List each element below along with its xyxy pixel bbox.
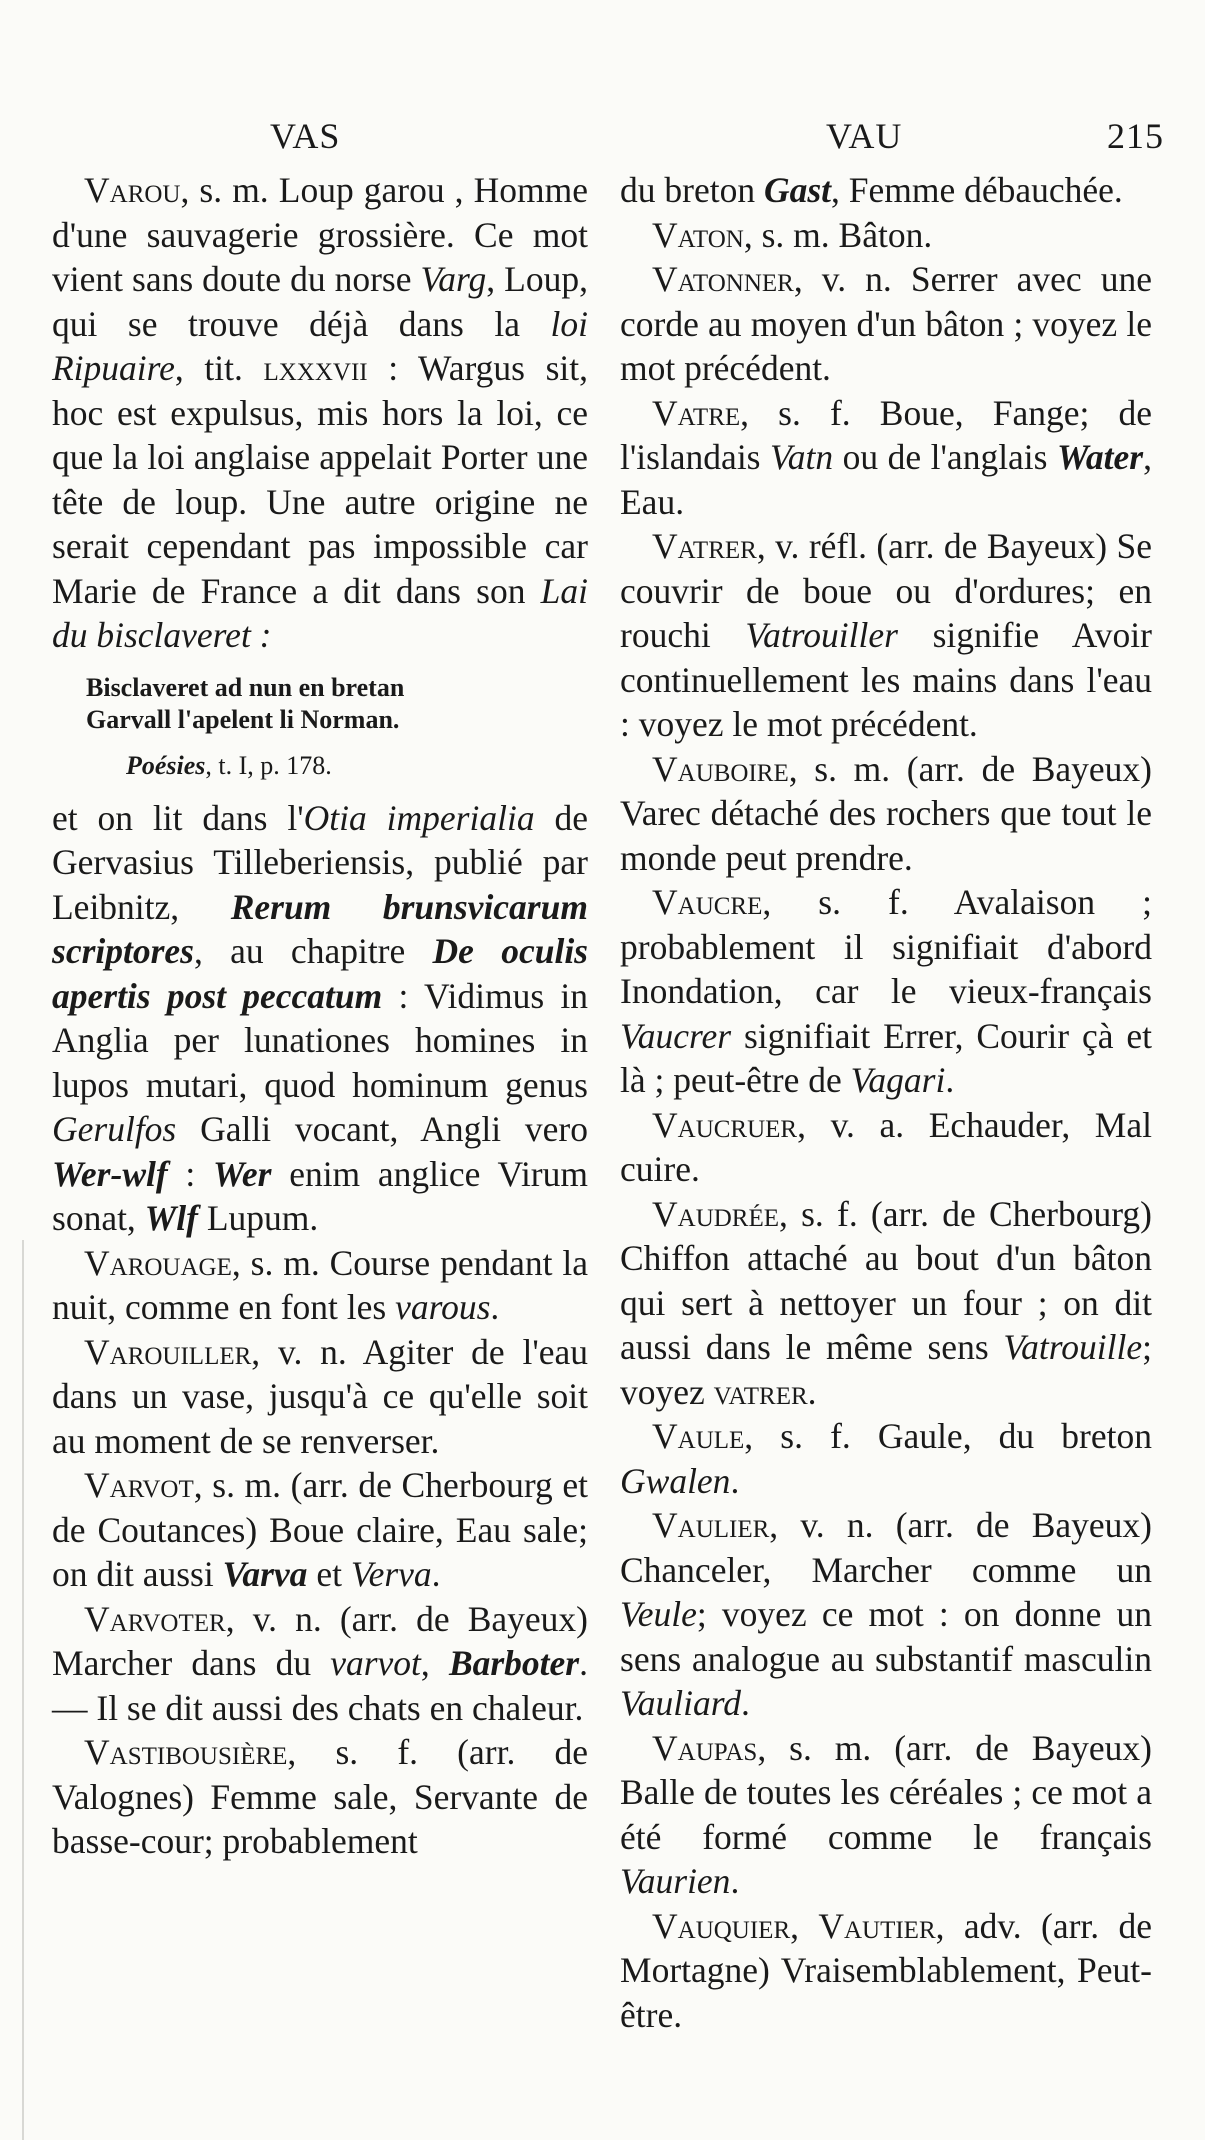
headword: Vaton (652, 214, 744, 255)
headword: Vauquier (652, 1905, 791, 1946)
entry-vauboire: Vauboire, s. m. (arr. de Bayeux) Varec détaché des rochers que tout le monde peut prendre. (620, 748, 1152, 878)
entry-varou-continuation: et on lit dans l'Otia imperialia de Gervasius Tilleberiensis, publié par Leibnitz, Rerum brunsvicarum scriptores, au chapitre De oculis apertis post peccatum : Vidimus in Anglia per lunationes homines in lupos mutari, quod hominum genus Gerulfos Galli vocant, Angli vero Wer-wlf : Wer enim anglice Virum sonat, Wlf Lupum. (52, 797, 589, 1238)
headword: Vaule (652, 1416, 745, 1456)
right-column (620, 168, 1152, 2037)
headword: Varou (84, 170, 181, 210)
entry-vastibousiere-continuation: du breton Gast, Femme débauchée. (620, 170, 1123, 210)
headword: Vatrer (652, 526, 757, 566)
headword: Vautier (818, 1905, 936, 1946)
entry-vatrer: Vatrer, v. réfl. (arr. de Bayeux) Se couvrir de boue ou d'ordures; en rouchi Vatrouiller signifie Avoir continuellement les mains dans l'eau : voyez le mot précédent. (620, 526, 1152, 744)
entry-vaupas: Vaupas, s. m. (arr. de Bayeux) Balle de toutes les céréales ; ce mot a été formé comme le français Vaurien. (620, 1727, 1152, 1901)
entry-varouage: Varouage, s. m. Course pendant la nuit, comme en font les varous. (52, 1242, 588, 1327)
entry-vaucruer: Vaucruer, v. a. Echauder, Mal cuire. (620, 1104, 1152, 1189)
entry-vatre: Vatre, s. f. Boue, Fange; de l'islandais Vatn ou de l'anglais Water, Eau. (620, 392, 1152, 522)
headword: Varouage (84, 1242, 232, 1283)
headword: Vatre (652, 392, 741, 433)
entry-varou: Varou, s. m. Loup garou , Homme d'une sauvagerie grossière. Ce mot vient sans doute du norse Varg, Loup, qui se trouve déjà dans la loi Ripuaire, tit. lxxxvii : Wargus sit, hoc est expulsus, mis hors la loi, ce que la loi anglaise appelait Porter une tête de loup. Une autre origine ne serait cependant pas impossible car Marie de France a dit dans son Lai du bisclaveret : (52, 170, 588, 655)
quote-source: Poésies, t. I, p. 178. (126, 750, 332, 780)
headword: Varvoter (84, 1598, 226, 1639)
headword: Vauboire (652, 748, 789, 789)
headword: Vaudrée (652, 1193, 780, 1234)
entry-vastibousiere: Vastibousière, s. f. (arr. de Valognes) Femme sale, Servante de basse-cour; probablement (52, 1732, 588, 1861)
headword: Vaulier (652, 1505, 770, 1545)
entry-varvoter: Varvoter, v. n. (arr. de Bayeux) Marcher dans du varvot, Barboter. — Il se dit aussi des chats en chaleur. (52, 1598, 588, 1728)
cross-reference: vatrer (713, 1371, 808, 1412)
headword: Vaupas (652, 1727, 758, 1768)
headword: Vastibousière (84, 1732, 288, 1772)
entry-vauquier: Vauquier, Vautier, adv. (arr. de Mortagne) Vraisemblablement, Peut-être. (620, 1905, 1152, 2035)
entry-varvot: Varvot, s. m. (arr. de Cherbourg et de Coutances) Boue claire, Eau sale; on dit aussi Varva et Verva. (52, 1465, 588, 1594)
entry-vatonner: Vatonner, v. n. Serrer avec une corde au moyen d'un bâton ; voyez le mot précédent. (620, 259, 1152, 388)
page-number: 215 (1107, 116, 1164, 156)
running-head-left: VAS (270, 116, 341, 156)
entry-vaulier: Vaulier, v. n. (arr. de Bayeux) Chanceler, Marcher comme un Veule; voyez ce mot : on donne un sens analogue au substantif masculin Vauliard. (620, 1505, 1152, 1723)
headword: Varvot (84, 1465, 194, 1505)
entry-vaucre: Vaucre, s. f. Avalaison ; probablement il signifiait d'abord Inondation, car le vieux-français Vaucrer signifiait Errer, Courir çà et là ; peut-être de Vagari. (620, 882, 1152, 1100)
headword: Vaucre (652, 882, 763, 922)
headword: Vatonner (652, 259, 794, 299)
entry-varouiller: Varouiller, v. n. Agiter de l'eau dans un vase, jusqu'à ce qu'elle soit au moment de se renverser. (52, 1331, 588, 1461)
verse-line: Bisclaveret ad nun en bretan (86, 672, 405, 702)
headword: Vaucruer (652, 1104, 798, 1145)
entry-vaton: Vaton, s. m. Bâton. (652, 214, 933, 255)
entry-vaule: Vaule, s. f. Gaule, du breton Gwalen. (620, 1416, 1152, 1501)
entry-vaudree: Vaudrée, s. f. (arr. de Cherbourg) Chiffon attaché au bout d'un bâton qui sert à nettoyer un four ; on dit aussi dans le même sens Vatrouille; voyez vatrer. (620, 1193, 1152, 1412)
running-head-center: VAU (826, 116, 903, 156)
verse-line: Garvall l'apelent li Norman. (86, 704, 400, 734)
headword: Varouiller (84, 1331, 252, 1372)
left-column (52, 168, 588, 1864)
page-edge-shadow (22, 1240, 24, 2140)
verse-quote (86, 672, 588, 736)
